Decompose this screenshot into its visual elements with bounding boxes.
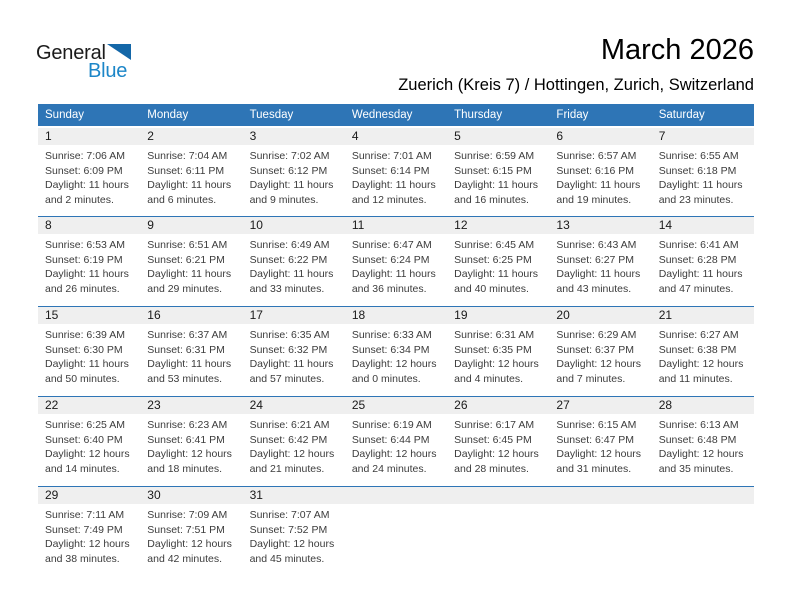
logo-triangle-icon	[107, 44, 131, 60]
day-details	[549, 414, 651, 476]
day-cell	[549, 397, 651, 486]
sunrise-text: Sunrise: 6:55 AM	[658, 150, 739, 162]
daylight-text: and 12 minutes.	[351, 193, 427, 206]
day-cell	[243, 397, 345, 486]
day-details	[140, 234, 242, 296]
daylight-text: and 33 minutes.	[249, 282, 325, 295]
sunset-text: Sunset: 6:24 PM	[351, 253, 430, 266]
day-details	[549, 145, 651, 207]
day-cell	[38, 217, 140, 306]
daylight-text: Daylight: 12 hours	[45, 448, 130, 461]
sunrise-text: Sunrise: 7:11 AM	[45, 509, 125, 521]
day-cell	[345, 128, 447, 216]
day-number: 13	[549, 217, 651, 234]
sunrise-text: Sunrise: 7:06 AM	[45, 150, 125, 162]
daylight-text: and 28 minutes.	[454, 462, 529, 475]
daylight-text: Daylight: 11 hours	[249, 358, 334, 371]
sunrise-text: Sunrise: 6:37 AM	[147, 329, 228, 341]
sunset-text: Sunset: 6:41 PM	[147, 433, 225, 446]
sunrise-text: Sunrise: 6:51 AM	[147, 239, 228, 251]
daylight-text: Daylight: 11 hours	[658, 179, 743, 192]
daylight-text: Daylight: 11 hours	[147, 358, 232, 371]
sunset-text: Sunset: 6:27 PM	[556, 253, 635, 266]
day-details	[652, 234, 754, 296]
sunrise-text: Sunrise: 6:49 AM	[249, 239, 330, 251]
sunset-text: Sunset: 6:28 PM	[658, 253, 737, 266]
day-cell	[140, 397, 242, 486]
daylight-text: and 19 minutes.	[556, 193, 632, 206]
day-details	[652, 324, 754, 386]
day-details	[140, 504, 242, 566]
sunset-text: Sunset: 7:51 PM	[147, 523, 225, 536]
day-cell	[243, 307, 345, 396]
day-number: 21	[652, 307, 754, 324]
sunrise-text: Sunrise: 6:47 AM	[351, 239, 432, 251]
day-number: 1	[38, 128, 140, 145]
day-details	[38, 234, 140, 296]
day-details	[38, 324, 140, 386]
daylight-text: and 16 minutes.	[454, 193, 529, 206]
day-cell	[38, 487, 140, 576]
daylight-text: Daylight: 12 hours	[658, 358, 744, 371]
sunset-text: Sunset: 7:52 PM	[249, 523, 328, 536]
weekday-tuesday: Tuesday	[249, 109, 294, 121]
daylight-text: Daylight: 11 hours	[556, 268, 641, 281]
sunset-text: Sunset: 6:48 PM	[658, 433, 737, 446]
sunset-text: Sunset: 6:38 PM	[658, 343, 737, 356]
week-row	[38, 306, 754, 396]
daylight-text: Daylight: 11 hours	[454, 268, 538, 281]
sunset-text: Sunset: 6:45 PM	[454, 433, 532, 446]
daylight-text: and 9 minutes.	[249, 193, 319, 206]
sunset-text: Sunset: 6:09 PM	[45, 164, 123, 177]
sunset-text: Sunset: 6:16 PM	[556, 164, 635, 177]
daylight-text: and 29 minutes.	[147, 282, 222, 295]
day-number: 30	[140, 487, 242, 504]
sunrise-text: Sunrise: 6:21 AM	[249, 419, 330, 431]
sunset-text: Sunset: 6:42 PM	[249, 433, 328, 446]
sunrise-text: Sunrise: 6:35 AM	[249, 329, 330, 341]
sunrise-text: Sunrise: 6:45 AM	[454, 239, 535, 251]
sunrise-text: Sunrise: 7:01 AM	[351, 150, 432, 162]
day-number: 28	[652, 397, 754, 414]
daylight-text: Daylight: 11 hours	[454, 179, 538, 192]
day-number: 22	[38, 397, 140, 414]
day-details	[243, 234, 345, 296]
daylight-text: Daylight: 11 hours	[45, 179, 129, 192]
daylight-text: and 4 minutes.	[454, 372, 524, 385]
day-number: 31	[243, 487, 345, 504]
daylight-text: Daylight: 11 hours	[147, 179, 232, 192]
sunset-text: Sunset: 6:11 PM	[147, 164, 225, 177]
daylight-text: and 47 minutes.	[658, 282, 734, 295]
sunrise-text: Sunrise: 6:27 AM	[658, 329, 739, 341]
week-row	[38, 396, 754, 486]
day-details	[345, 145, 447, 207]
empty-cell	[345, 487, 447, 576]
weekday-thursday: Thursday	[454, 109, 503, 121]
daylight-text: and 42 minutes.	[147, 552, 222, 565]
day-details	[447, 324, 549, 386]
day-number	[652, 487, 754, 504]
sunrise-text: Sunrise: 6:19 AM	[351, 419, 432, 431]
day-number	[447, 487, 549, 504]
day-number: 8	[38, 217, 140, 234]
daylight-text: and 53 minutes.	[147, 372, 222, 385]
day-number: 26	[447, 397, 549, 414]
daylight-text: and 11 minutes.	[658, 372, 733, 385]
daylight-text: Daylight: 11 hours	[249, 179, 334, 192]
page-title: March 2026	[600, 34, 754, 66]
logo-text-general: General	[36, 42, 106, 64]
week-row	[38, 486, 754, 576]
empty-cell	[652, 487, 754, 576]
day-cell	[140, 217, 242, 306]
sunrise-text: Sunrise: 7:04 AM	[147, 150, 228, 162]
day-cell	[140, 487, 242, 576]
day-number: 15	[38, 307, 140, 324]
day-number: 20	[549, 307, 651, 324]
sunset-text: Sunset: 6:21 PM	[147, 253, 225, 266]
day-cell	[38, 307, 140, 396]
day-number: 27	[549, 397, 651, 414]
daylight-text: and 43 minutes.	[556, 282, 632, 295]
sunrise-text: Sunrise: 6:31 AM	[454, 329, 535, 341]
sunset-text: Sunset: 6:47 PM	[556, 433, 635, 446]
calendar-weeks	[38, 126, 754, 576]
day-cell	[140, 128, 242, 216]
day-number: 9	[140, 217, 242, 234]
daylight-text: and 31 minutes.	[556, 462, 632, 475]
sunset-text: Sunset: 6:34 PM	[351, 343, 430, 356]
weekday-wednesday: Wednesday	[351, 109, 413, 121]
daylight-text: and 14 minutes.	[45, 462, 120, 475]
sunrise-text: Sunrise: 6:13 AM	[658, 419, 739, 431]
day-cell	[652, 128, 754, 216]
daylight-text: Daylight: 12 hours	[351, 448, 437, 461]
day-cell	[652, 307, 754, 396]
day-number: 4	[345, 128, 447, 145]
day-number: 5	[447, 128, 549, 145]
weekday-header-row	[38, 104, 754, 126]
sunrise-text: Sunrise: 6:33 AM	[351, 329, 432, 341]
sunset-text: Sunset: 6:19 PM	[45, 253, 123, 266]
day-number: 7	[652, 128, 754, 145]
day-cell	[140, 307, 242, 396]
day-cell	[447, 307, 549, 396]
day-cell	[38, 128, 140, 216]
sunrise-text: Sunrise: 6:41 AM	[658, 239, 739, 251]
sunrise-text: Sunrise: 6:29 AM	[556, 329, 637, 341]
daylight-text: and 2 minutes.	[45, 193, 114, 206]
day-number: 29	[38, 487, 140, 504]
day-cell	[345, 217, 447, 306]
day-number: 23	[140, 397, 242, 414]
weekday-monday: Monday	[147, 109, 189, 121]
sunset-text: Sunset: 6:18 PM	[658, 164, 737, 177]
day-details	[38, 145, 140, 207]
day-number: 11	[345, 217, 447, 234]
daylight-text: and 18 minutes.	[147, 462, 222, 475]
daylight-text: Daylight: 12 hours	[351, 358, 437, 371]
daylight-text: Daylight: 12 hours	[249, 448, 335, 461]
calendar	[38, 104, 754, 576]
day-number	[549, 487, 651, 504]
sunrise-text: Sunrise: 6:15 AM	[556, 419, 637, 431]
daylight-text: and 24 minutes.	[351, 462, 427, 475]
daylight-text: and 21 minutes.	[249, 462, 325, 475]
sunset-text: Sunset: 6:12 PM	[249, 164, 328, 177]
day-number: 3	[243, 128, 345, 145]
empty-cell	[549, 487, 651, 576]
daylight-text: and 6 minutes.	[147, 193, 217, 206]
day-number: 16	[140, 307, 242, 324]
day-details	[243, 324, 345, 386]
day-number: 18	[345, 307, 447, 324]
day-cell	[549, 307, 651, 396]
page-subtitle: Zuerich (Kreis 7) / Hottingen, Zurich, Switzerland	[398, 76, 754, 94]
sunrise-text: Sunrise: 6:43 AM	[556, 239, 637, 251]
week-row	[38, 126, 754, 216]
daylight-text: Daylight: 11 hours	[351, 179, 436, 192]
day-details	[243, 414, 345, 476]
day-cell	[243, 487, 345, 576]
daylight-text: Daylight: 11 hours	[556, 179, 641, 192]
weekday-friday: Friday	[556, 109, 589, 121]
daylight-text: Daylight: 12 hours	[556, 358, 642, 371]
day-details	[652, 414, 754, 476]
day-details	[243, 145, 345, 207]
daylight-text: and 50 minutes.	[45, 372, 120, 385]
daylight-text: and 26 minutes.	[45, 282, 120, 295]
daylight-text: Daylight: 12 hours	[249, 538, 335, 551]
sunset-text: Sunset: 6:32 PM	[249, 343, 328, 356]
daylight-text: and 0 minutes.	[351, 372, 421, 385]
day-number: 25	[345, 397, 447, 414]
daylight-text: and 57 minutes.	[249, 372, 325, 385]
daylight-text: Daylight: 11 hours	[45, 268, 129, 281]
day-number: 19	[447, 307, 549, 324]
day-details	[243, 504, 345, 566]
day-cell	[447, 217, 549, 306]
day-details	[549, 324, 651, 386]
sunset-text: Sunset: 6:14 PM	[351, 164, 430, 177]
day-details	[549, 234, 651, 296]
day-cell	[652, 397, 754, 486]
daylight-text: Daylight: 11 hours	[351, 268, 436, 281]
weekday-saturday: Saturday	[658, 109, 705, 121]
sunrise-text: Sunrise: 6:39 AM	[45, 329, 125, 341]
daylight-text: and 45 minutes.	[249, 552, 325, 565]
day-details	[447, 145, 549, 207]
sunrise-text: Sunrise: 7:09 AM	[147, 509, 228, 521]
sunset-text: Sunset: 6:31 PM	[147, 343, 225, 356]
sunrise-text: Sunrise: 6:53 AM	[45, 239, 125, 251]
sunset-text: Sunset: 6:37 PM	[556, 343, 635, 356]
daylight-text: Daylight: 11 hours	[45, 358, 129, 371]
sunset-text: Sunset: 6:30 PM	[45, 343, 123, 356]
daylight-text: Daylight: 12 hours	[147, 538, 232, 551]
daylight-text: Daylight: 12 hours	[45, 538, 130, 551]
day-cell	[652, 217, 754, 306]
general-blue-logo	[36, 42, 166, 83]
sunrise-text: Sunrise: 6:57 AM	[556, 150, 637, 162]
daylight-text: and 38 minutes.	[45, 552, 120, 565]
day-cell	[447, 397, 549, 486]
day-details	[38, 504, 140, 566]
day-details	[652, 145, 754, 207]
day-cell	[345, 307, 447, 396]
daylight-text: and 7 minutes.	[556, 372, 626, 385]
day-cell	[447, 128, 549, 216]
day-number	[345, 487, 447, 504]
sunrise-text: Sunrise: 7:07 AM	[249, 509, 330, 521]
weekday-sunday: Sunday	[45, 109, 85, 121]
daylight-text: Daylight: 12 hours	[454, 448, 539, 461]
day-details	[140, 324, 242, 386]
daylight-text: Daylight: 12 hours	[147, 448, 232, 461]
day-cell	[38, 397, 140, 486]
day-cell	[345, 397, 447, 486]
day-details	[345, 234, 447, 296]
daylight-text: Daylight: 11 hours	[658, 268, 743, 281]
daylight-text: and 23 minutes.	[658, 193, 734, 206]
day-number: 24	[243, 397, 345, 414]
daylight-text: Daylight: 11 hours	[249, 268, 334, 281]
day-details	[345, 324, 447, 386]
day-cell	[549, 128, 651, 216]
sunrise-text: Sunrise: 6:17 AM	[454, 419, 535, 431]
title-block	[398, 34, 754, 95]
daylight-text: and 35 minutes.	[658, 462, 734, 475]
sunset-text: Sunset: 6:40 PM	[45, 433, 123, 446]
sunset-text: Sunset: 6:35 PM	[454, 343, 532, 356]
day-number: 14	[652, 217, 754, 234]
day-cell	[243, 128, 345, 216]
day-number: 6	[549, 128, 651, 145]
sunset-text: Sunset: 6:22 PM	[249, 253, 328, 266]
sunrise-text: Sunrise: 6:59 AM	[454, 150, 535, 162]
logo-text-blue: Blue	[88, 60, 128, 82]
empty-cell	[447, 487, 549, 576]
day-details	[447, 414, 549, 476]
sunrise-text: Sunrise: 6:23 AM	[147, 419, 228, 431]
week-row	[38, 216, 754, 306]
day-number: 17	[243, 307, 345, 324]
day-cell	[549, 217, 651, 306]
daylight-text: Daylight: 12 hours	[658, 448, 744, 461]
day-cell	[243, 217, 345, 306]
sunrise-text: Sunrise: 7:02 AM	[249, 150, 330, 162]
day-details	[140, 414, 242, 476]
sunrise-text: Sunrise: 6:25 AM	[45, 419, 125, 431]
daylight-text: Daylight: 11 hours	[147, 268, 232, 281]
daylight-text: Daylight: 12 hours	[556, 448, 642, 461]
day-details	[140, 145, 242, 207]
daylight-text: and 40 minutes.	[454, 282, 529, 295]
sunset-text: Sunset: 6:15 PM	[454, 164, 532, 177]
day-number: 2	[140, 128, 242, 145]
sunset-text: Sunset: 7:49 PM	[45, 523, 123, 536]
day-details	[38, 414, 140, 476]
sunset-text: Sunset: 6:44 PM	[351, 433, 430, 446]
day-details	[447, 234, 549, 296]
day-details	[345, 414, 447, 476]
day-number: 10	[243, 217, 345, 234]
day-number: 12	[447, 217, 549, 234]
sunset-text: Sunset: 6:25 PM	[454, 253, 532, 266]
daylight-text: Daylight: 12 hours	[454, 358, 539, 371]
daylight-text: and 36 minutes.	[351, 282, 427, 295]
